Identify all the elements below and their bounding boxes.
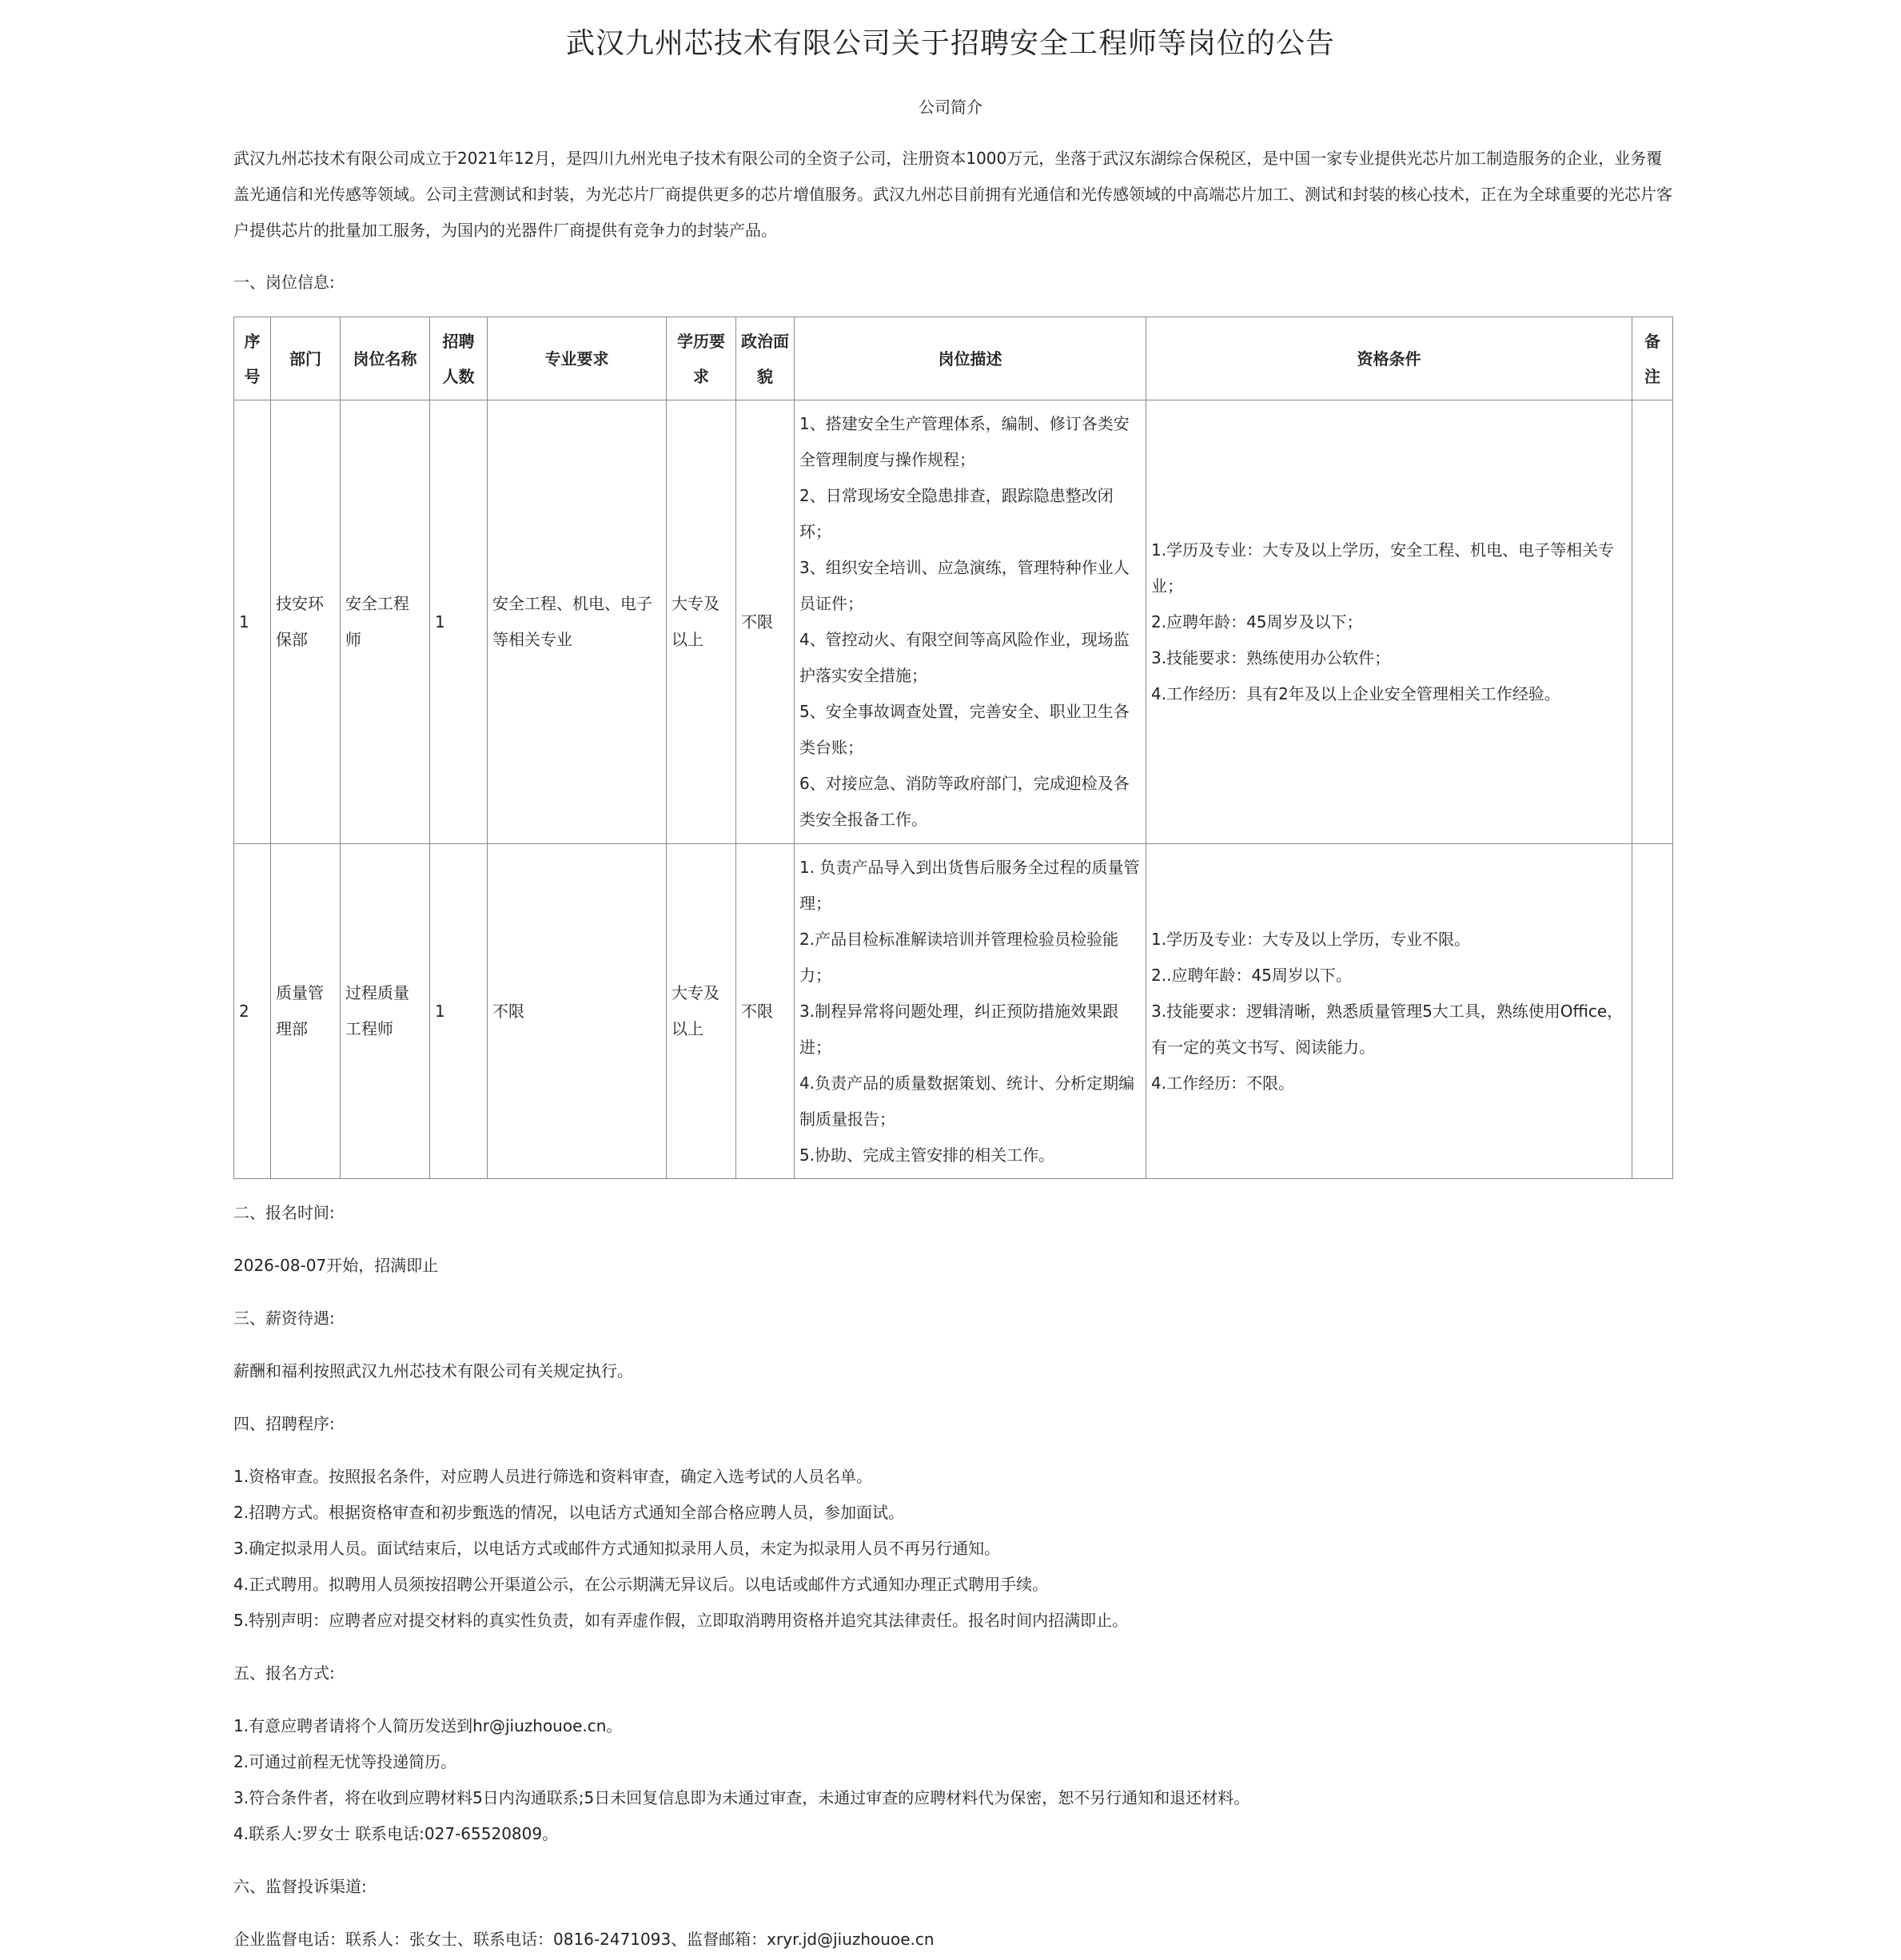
- cell-description: [795, 400, 1146, 844]
- header-cell: 资格条件: [1146, 317, 1632, 400]
- cell-position: 过程质量工程师: [341, 844, 430, 1179]
- table-header-row: [234, 317, 1673, 400]
- cell-no: 2: [234, 844, 271, 1179]
- cell-dept: 质量管理部: [271, 844, 341, 1179]
- cell-major: 不限: [488, 844, 667, 1179]
- description-text: 1、搭建安全生产管理体系，编制、修订各类安全管理制度与操作规程； 2、日常现场安全隐患排查，跟踪隐患整改闭环； 3、组织安全培训、应急演练，管理特种作业人员证件； 4、管控动火、有限空间等高风险作业，现场监护落实安全措施； 5、安全事故调查处置，完善安全、职业卫生各类台账； 6、对接应急、消防等政府部门，完成迎检及各类安全报备工作。: [799, 414, 1130, 829]
- section-heading-complaints: 六、监督投诉渠道:: [233, 1877, 367, 1896]
- section-heading-procedure: 四、招聘程序:: [233, 1414, 335, 1433]
- positions-table: [233, 317, 1673, 1179]
- cell-political: 不限: [736, 844, 795, 1179]
- header-cell: 备注: [1632, 317, 1673, 400]
- page-title: 武汉九州芯技术有限公司关于招聘安全工程师等岗位的公告: [565, 27, 1335, 60]
- cell-description: [795, 844, 1146, 1179]
- section-heading-registration-time: 二、报名时间:: [233, 1203, 335, 1222]
- cell-education: 大专及以上: [667, 400, 736, 844]
- header-cell: 招聘人数: [430, 317, 488, 400]
- section-heading-positions: 一、岗位信息:: [233, 273, 335, 292]
- section-subtitle: 公司简介: [919, 98, 982, 117]
- complaints-text: 企业监督电话：联系人：张女士、联系电话：0816-2471093、监督邮箱：xryr.jd@jiuzhouoe.cn: [233, 1930, 935, 1949]
- registration-time-text: 2026-08-07开始，招满即止: [233, 1256, 439, 1275]
- description-text: 1. 负责产品导入到出货售后服务全过程的质量管理； 2.产品目检标准解读培训并管理检验员检验能力； 3.制程异常将问题处理，纠正预防措施效果跟进； 4.负责产品的质量数据策划、统计、分析定期编制质量报告； 5.协助、完成主管安排的相关工作。: [799, 857, 1140, 1165]
- application-item: 3.符合条件者，将在收到应聘材料5日内沟通联系;5日未回复信息即为未通过审查，未通过审查的应聘材料代为保密，恕不另行通知和退还材料。: [233, 1788, 1250, 1807]
- header-cell: 学历要求: [667, 317, 736, 400]
- table-row: [234, 844, 1673, 1179]
- cell-no: 1: [234, 400, 271, 844]
- cell-qualification: [1146, 400, 1632, 844]
- salary-text: 薪酬和福利按照武汉九州芯技术有限公司有关规定执行。: [233, 1361, 633, 1380]
- header-cell: 专业要求: [488, 317, 667, 400]
- section-heading-salary: 三、薪资待遇:: [233, 1309, 335, 1328]
- header-cell: 部门: [271, 317, 341, 400]
- company-intro: 武汉九州芯技术有限公司成立于2021年12月，是四川九州光电子技术有限公司的全资子公司，注册资本1000万元，坐落于武汉东湖综合保税区，是中国一家专业提供光芯片加工制造服务的企业，业务覆盖光通信和光传感等领域。公司主营测试和封装，为光芯片厂商提供更多的芯片增值服务。武汉九州芯目前拥有光通信和光传感领域的中高端芯片加工、测试和封装的核心技术，正在为全球重要的光芯片客户提供芯片的批量加工服务，为国内的光器件厂商提供有竞争力的封装产品。: [233, 149, 1672, 240]
- application-item: 2.可通过前程无忧等投递简历。: [233, 1752, 457, 1771]
- header-cell: 政治面貌: [736, 317, 795, 400]
- qualification-text: 1.学历及专业：大专及以上学历，专业不限。 2..应聘年龄：45周岁以下。 3.技能要求：逻辑清晰，熟悉质量管理5大工具，熟练使用Office，有一定的英文书写、阅读能力。 4.工作经历：不限。: [1151, 929, 1624, 1093]
- application-item: 4.联系人:罗女士 联系电话:027-65520809。: [233, 1824, 559, 1843]
- procedure-item: 1.资格审查。按照报名条件，对应聘人员进行筛选和资料审查，确定入选考试的人员名单。: [233, 1467, 873, 1486]
- procedure-item: 2.招聘方式。根据资格审查和初步甄选的情况，以电话方式通知全部合格应聘人员，参加面试。: [233, 1503, 905, 1522]
- cell-count: 1: [430, 400, 488, 844]
- header-cell: 岗位描述: [795, 317, 1146, 400]
- header-cell: 序号: [234, 317, 271, 400]
- section-heading-application: 五、报名方式:: [233, 1663, 335, 1683]
- cell-remark: [1632, 844, 1673, 1179]
- procedure-item: 4.正式聘用。拟聘用人员须按招聘公开渠道公示，在公示期满无异议后。以电话或邮件方式通知办理正式聘用手续。: [233, 1575, 1049, 1594]
- cell-remark: [1632, 400, 1673, 844]
- cell-qualification: [1146, 844, 1632, 1179]
- cell-position: 安全工程师: [341, 400, 430, 844]
- table-row: [234, 400, 1673, 844]
- procedure-item: 3.确定拟录用人员。面试结束后，以电话方式或邮件方式通知拟录用人员，未定为拟录用人员不再另行通知。: [233, 1539, 1001, 1558]
- cell-major: 安全工程、机电、电子等相关专业: [488, 400, 667, 844]
- application-item: 1.有意应聘者请将个人简历发送到hr@jiuzhouoe.cn。: [233, 1716, 623, 1735]
- header-cell: 岗位名称: [341, 317, 430, 400]
- cell-dept: 技安环保部: [271, 400, 341, 844]
- qualification-text: 1.学历及专业：大专及以上学历，安全工程、机电、电子等相关专业； 2.应聘年龄：45周岁及以下； 3.技能要求：熟练使用办公软件； 4.工作经历：具有2年及以上企业安全管理相关工作经验。: [1151, 540, 1615, 703]
- cell-political: 不限: [736, 400, 795, 844]
- procedure-item: 5.特别声明：应聘者应对提交材料的真实性负责，如有弄虚作假，立即取消聘用资格并追究其法律责任。报名时间内招满即止。: [233, 1611, 1129, 1630]
- cell-education: 大专及以上: [667, 844, 736, 1179]
- cell-count: 1: [430, 844, 488, 1179]
